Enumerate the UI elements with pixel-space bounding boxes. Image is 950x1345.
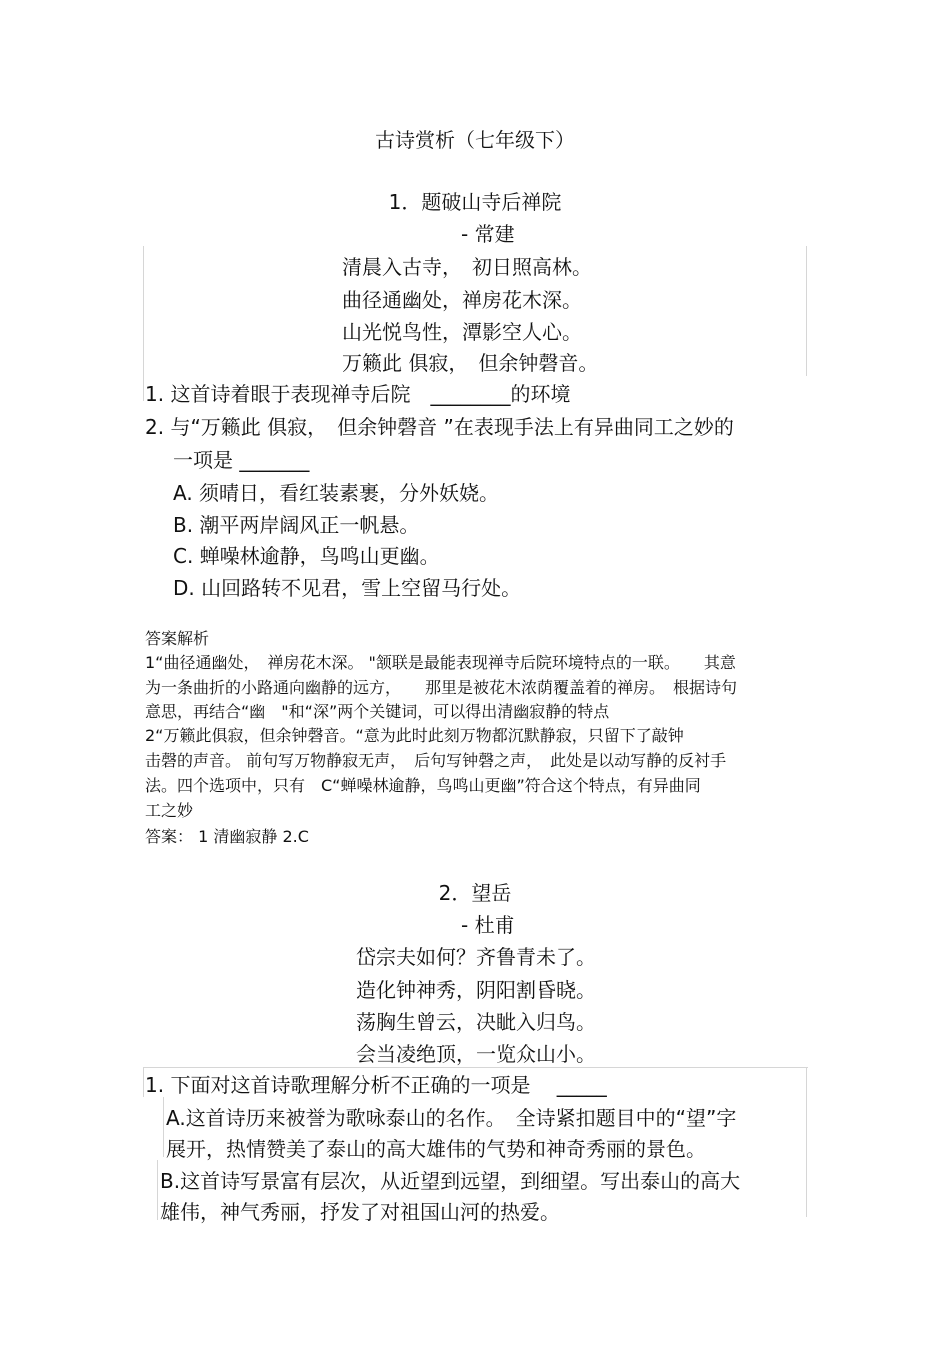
analysis-line: 1“曲径通幽处， 禅房花木深。 "颔联是最能表现禅寺后院环境特点的一联。 其意 bbox=[145, 653, 736, 672]
document-title: 古诗赏析（七年级下） bbox=[375, 128, 575, 152]
analysis-line: 工之妙 bbox=[145, 801, 194, 820]
question-1: 1. 这首诗着眼于表现禅寺后院 ________的环境 bbox=[145, 382, 571, 406]
poem-line: 清晨入古寺， 初日照高林。 bbox=[342, 255, 592, 279]
analysis-line: 意思，再结合“幽 "和“深”两个关键词，可以得出清幽寂静的特点 bbox=[145, 702, 610, 721]
analysis-line: 击磬的声音。 前句写万物静寂无声， 后句写钟磬之声， 此处是以动写静的反衬手 bbox=[145, 751, 727, 770]
poem-line: 山光悦鸟性，潭影空人心。 bbox=[342, 320, 582, 344]
frame-line bbox=[157, 1160, 158, 1220]
option-a: A.这首诗历来被誉为歌咏泰山的名作。 全诗紧扣题目中的“望”字 bbox=[166, 1106, 737, 1130]
frame-line bbox=[143, 1067, 144, 1097]
option-a: A. 须晴日，看红装素裹，分外妖娆。 bbox=[173, 481, 500, 505]
poem-title: 1．题破山寺后禅院 bbox=[388, 190, 562, 214]
poem-author: - 常建 bbox=[461, 222, 515, 246]
poem-line: 曲径通幽处，禅房花木深。 bbox=[342, 288, 582, 312]
question-1: 1. 下面对这首诗歌理解分析不正确的一项是 _____ bbox=[145, 1073, 607, 1097]
question-2: 2. 与“万籁此 俱寂， 但余钟磬音 ”在表现手法上有异曲同工之妙的 bbox=[145, 415, 734, 439]
frame-line bbox=[163, 1097, 164, 1157]
poem-line: 荡胸生曾云，决眦入归鸟。 bbox=[356, 1010, 596, 1034]
frame-line bbox=[806, 1067, 807, 1217]
poem-author: - 杜甫 bbox=[461, 913, 515, 937]
analysis-heading: 答案解析 bbox=[145, 629, 210, 648]
option-a-continued: 展开，热情赞美了泰山的高大雄伟的气势和神奇秀丽的景色。 bbox=[166, 1137, 706, 1161]
frame-line bbox=[143, 1067, 808, 1068]
poem-line: 造化钟神秀，阴阳割昏晓。 bbox=[356, 978, 596, 1002]
frame-line bbox=[143, 246, 144, 401]
poem-line: 岱宗夫如何？齐鲁青未了。 bbox=[356, 945, 596, 969]
option-b-continued: 雄伟，神气秀丽，抒发了对祖国山河的热爱。 bbox=[160, 1200, 560, 1224]
poem-line: 万籁此 俱寂， 但余钟磬音。 bbox=[342, 351, 599, 375]
analysis-line: 2“万籁此俱寂，但余钟磬音。“意为此时此刻万物都沉默静寂，只留下了敲钟 bbox=[145, 726, 684, 745]
question-2-continued: 一项是 _______ bbox=[173, 448, 310, 472]
analysis-line: 为一条曲折的小路通向幽静的远方， 那里是被花木浓荫覆盖着的禅房。 根据诗句 bbox=[145, 678, 738, 697]
poem-line: 会当凌绝顶，一览众山小。 bbox=[356, 1042, 596, 1066]
poem-title: 2．望岳 bbox=[438, 881, 512, 905]
option-b: B. 潮平两岸阔风正一帆悬。 bbox=[173, 513, 420, 537]
analysis-line: 法。四个选项中，只有 C“蝉噪林逾静，鸟鸣山更幽”符合这个特点，有异曲同 bbox=[145, 776, 701, 795]
option-d: D. 山回路转不见君，雪上空留马行处。 bbox=[173, 576, 522, 600]
answer-line: 答案： 1 清幽寂静 2.C bbox=[145, 827, 309, 846]
option-c: C. 蝉噪林逾静，鸟鸣山更幽。 bbox=[173, 544, 440, 568]
frame-line bbox=[806, 246, 807, 376]
option-b: B.这首诗写景富有层次，从近望到远望，到细望。写出泰山的高大 bbox=[160, 1169, 741, 1193]
